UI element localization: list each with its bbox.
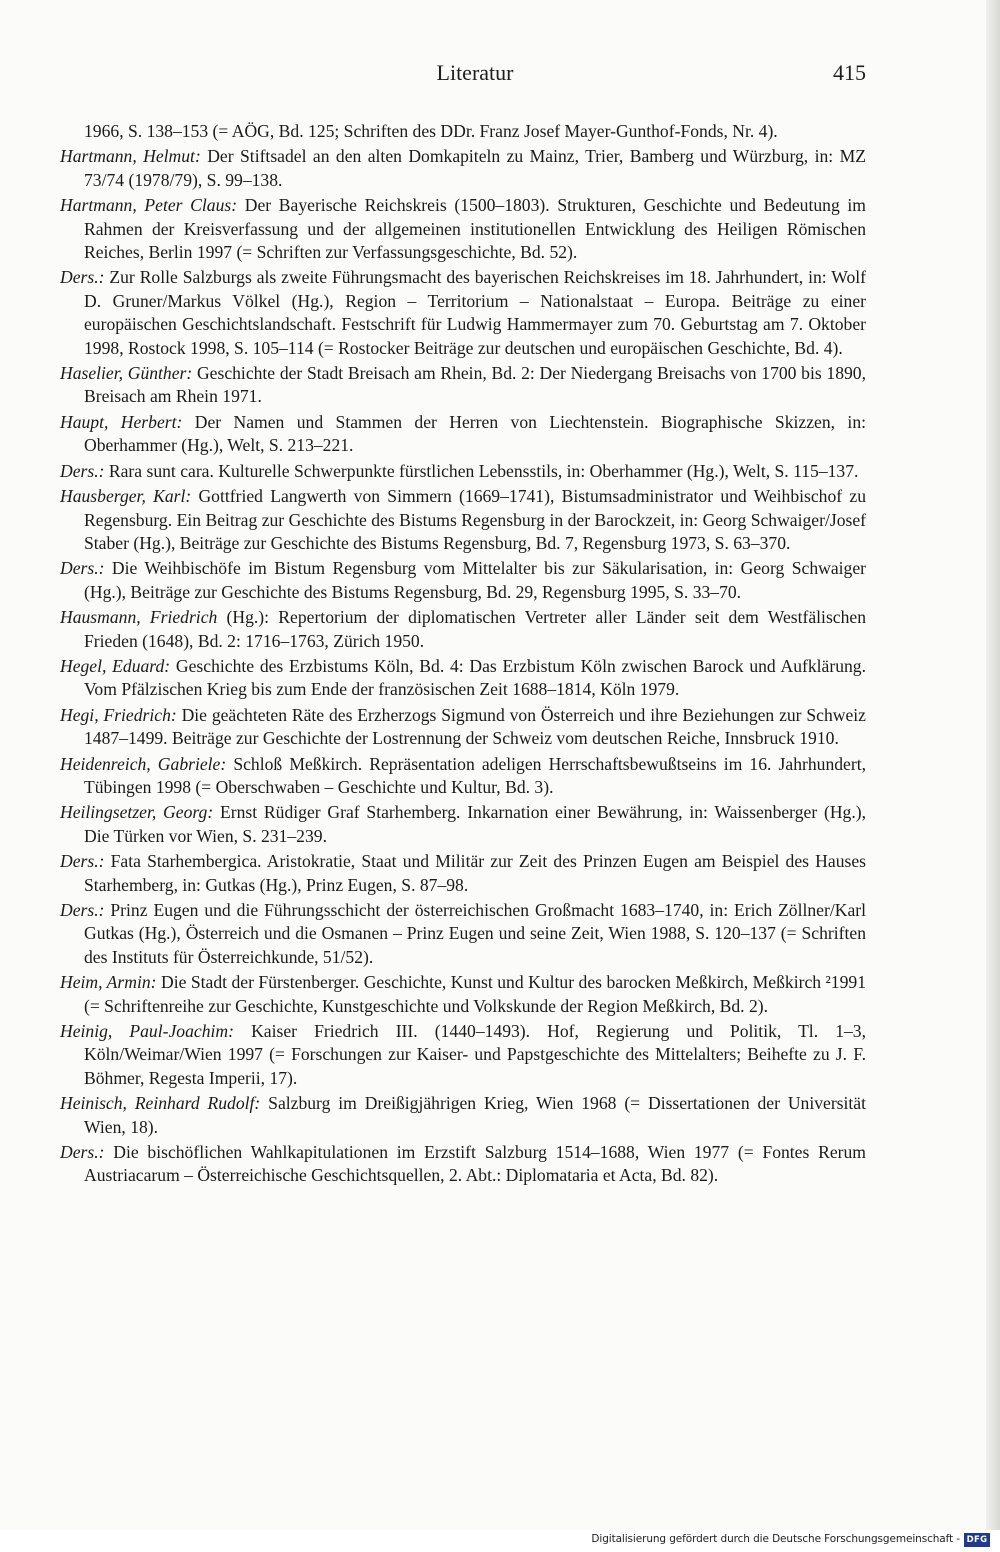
entry-author: Hegi, Friedrich: (60, 704, 177, 725)
entry-author: Heidenreich, Gabriele: (60, 753, 227, 774)
bibliography-entry (60, 1141, 866, 1188)
entry-author: Hausmann, Friedrich (60, 607, 218, 628)
entry-text: Der Namen und Stammen der Herren von Liechtenstein. Biographische Skizzen, in: Oberhammer (Hg.), Welt, S. 213–221. (84, 411, 866, 456)
funding-note: Digitalisierung gefördert durch die Deutsche Forschungsgemeinschaft - (591, 1533, 960, 1545)
entry-author: Ders.: (60, 900, 105, 920)
page-number: 415 (833, 60, 866, 85)
entry-text: Salzburg im Dreißigjährigen Krieg, Wien 1968 (= Dissertationen der Universität Wien, 18). (84, 1093, 866, 1137)
bibliography-entry (60, 1020, 866, 1090)
entry-text: 1966, S. 138–153 (= AÖG, Bd. 125; Schriften des DDr. Franz Josef Mayer-Gunthof-Fonds, Nr. 4). (84, 121, 778, 141)
entry-text: Prinz Eugen und die Führungsschicht der österreichischen Großmacht 1683–1740, in: Erich Zöllner/Karl Gutkas (Hg.), Österreich und die Osmanen – Prinz Eugen und seine Zeit, Wien 1988, S. 120–137 (= Schriften des Instituts für Österreichkunde, 51/52). (84, 900, 866, 967)
entry-author: Ders.: (60, 267, 105, 288)
entry-author: Hartmann, Peter Claus: (60, 195, 238, 216)
entry-text: Die Stadt der Fürstenberger. Geschichte, Kunst und Kultur des barocken Meßkirch, Meßkirch ²1991 (= Schriftenreihe zur Geschichte, Kunstgeschichte und Volkskunde der Region Meßkirch, Bd. 2). (84, 972, 866, 1016)
bibliography-list (60, 120, 866, 1190)
entry-text: Geschichte des Erzbistums Köln, Bd. 4: Das Erzbistum Köln zwischen Barock und Aufklärung. Vom Pfälzischen Krieg bis zum Ende der französischen Zeit 1688–1814, Köln 1979. (84, 655, 866, 700)
bibliography-entry (60, 850, 866, 897)
bibliography-entry (60, 485, 866, 555)
entry-author: Heinisch, Reinhard Rudolf: (60, 1093, 261, 1114)
entry-text: Der Stiftsadel an den alten Domkapiteln zu Mainz, Trier, Bamberg und Würzburg, in: MZ 73/74 (1978/79), S. 99–138. (84, 146, 866, 190)
bibliography-entry (60, 557, 866, 604)
entry-author: Ders.: (60, 1142, 105, 1163)
entry-author: Haselier, Günther: (60, 363, 193, 384)
page-edge-shadow (986, 0, 1000, 1530)
entry-text: Schloß Meßkirch. Repräsentation adeligen Herrschaftsbewußtseins im 16. Jahrhundert, Tübingen 1998 (= Oberschwaben – Geschichte und Kultur, Bd. 3). (84, 753, 866, 797)
bibliography-entry (60, 655, 866, 702)
bibliography-entry (60, 460, 866, 483)
entry-author: Heim, Armin: (60, 972, 157, 993)
entry-author: Ders.: (60, 558, 105, 579)
running-header (84, 60, 866, 92)
entry-author: Ders.: (60, 851, 105, 872)
bibliography-entry (60, 194, 866, 264)
entry-text: Rara sunt cara. Kulturelle Schwerpunkte fürstlichen Lebensstils, in: Oberhammer (Hg.), Welt, S. 115–137. (104, 460, 859, 481)
bibliography-entry (60, 971, 866, 1018)
entry-text: Kaiser Friedrich III. (1440–1493). Hof, Regierung und Politik, Tl. 1–3, Köln/Weimar/Wien 1997 (= Forschungen zur Kaiser- und Papstgeschichte des Mittelalters; Beihefte zu J. F. Böhmer, Regesta Imperii, 17). (84, 1021, 866, 1088)
entry-author: Hartmann, Helmut: (60, 146, 201, 167)
bibliography-entry (60, 899, 866, 969)
entry-text: Fata Starhembergica. Aristokratie, Staat und Militär zur Zeit des Prinzen Eugen am Beispiel des Hauses Starhemberg, in: Gutkas (Hg.), Prinz Eugen, S. 87–98. (84, 851, 866, 895)
entry-author: Hausberger, Karl: (60, 486, 192, 507)
running-title: Literatur (436, 60, 514, 85)
bibliography-entry (60, 145, 866, 192)
entry-text: Die bischöflichen Wahlkapitulationen im Erzstift Salzburg 1514–1688, Wien 1977 (= Fontes Rerum Austriacarum – Österreichische Geschichtsquellen, 2. Abt.: Diplomataria et Acta, Bd. 82). (84, 1142, 866, 1186)
bibliography-entry (60, 704, 866, 751)
bibliography-entry (60, 362, 866, 409)
bibliography-entry (60, 411, 866, 458)
entry-text: Geschichte der Stadt Breisach am Rhein, Bd. 2: Der Niedergang Breisachs von 1700 bis 1890, Breisach am Rhein 1971. (84, 363, 866, 407)
entry-author: Ders.: (60, 460, 105, 481)
digitization-footer (0, 1530, 1000, 1552)
bibliography-entry (60, 606, 866, 653)
bibliography-entry (60, 266, 866, 360)
entry-text: Der Bayerische Reichskreis (1500–1803). Strukturen, Geschichte und Bedeutung im Rahmen der Kreisverfassung und der allgemeinen institutionellen Entwicklung des Heiligen Römischen Reiches, Berlin 1997 (= Schriften zur Verfassungsgeschichte, Bd. 52). (84, 195, 866, 263)
entry-author: Heilingsetzer, Georg: (60, 802, 214, 823)
entry-author: Heinig, Paul-Joachim: (60, 1021, 234, 1042)
entry-author: Hegel, Eduard: (60, 655, 171, 676)
bibliography-entry (60, 753, 866, 800)
bibliography-entry (60, 120, 866, 143)
entry-text: Die Weihbischöfe im Bistum Regensburg vom Mittelalter bis zur Säkularisation, in: Georg Schwaiger (Hg.), Beiträge zur Geschichte des Bistums Regensburg, Bd. 29, Regensburg 1995, S. 33–70. (84, 558, 866, 602)
entry-text: Ernst Rüdiger Graf Starhemberg. Inkarnation einer Bewährung, in: Waissenberger (Hg.), Die Türken vor Wien, S. 231–239. (84, 802, 866, 846)
entry-text: Zur Rolle Salzburgs als zweite Führungsmacht des bayerischen Reichskreises im 18. Jahrhundert, in: Wolf D. Gruner/Markus Völkel (Hg.), Region – Territorium – Nationalstaat – Europa. Beiträge zu einer europäischen Geschichtslandschaft. Festschrift für Ludwig Hammermayer zum 70. Geburtstag am 7. Oktober 1998, Rostock 1998, S. 105–114 (= Rostocker Beiträge zur deutschen und europäischen Geschichte, Bd. 4). (84, 267, 866, 358)
entry-text: Die geächteten Räte des Erzherzogs Sigmund von Österreich und ihre Beziehungen zur Schweiz 1487–1499. Beiträge zur Geschichte der Lostrennung der Schweiz vom deutschen Reiche, Innsbruck 1910. (84, 704, 866, 749)
entry-text: (Hg.): Repertorium der diplomatischen Vertreter aller Länder seit dem Westfälischen Frieden (1648), Bd. 2: 1716–1763, Zürich 1950. (84, 607, 867, 651)
dfg-logo: DFG (964, 1533, 990, 1547)
bibliography-entry (60, 801, 866, 848)
bibliography-entry (60, 1092, 866, 1139)
entry-author: Haupt, Herbert: (60, 411, 183, 432)
entry-text: Gottfried Langwerth von Simmern (1669–1741), Bistumsadministrator und Weihbischof zu Regensburg. Ein Beitrag zur Geschichte des Bistums Regensburg in der Barockzeit, in: Georg Schwaiger/Josef Staber (Hg.), Beiträge zur Geschichte des Bistums Regensburg, Bd. 7, Regensburg 1973, S. 63–370. (84, 486, 866, 553)
